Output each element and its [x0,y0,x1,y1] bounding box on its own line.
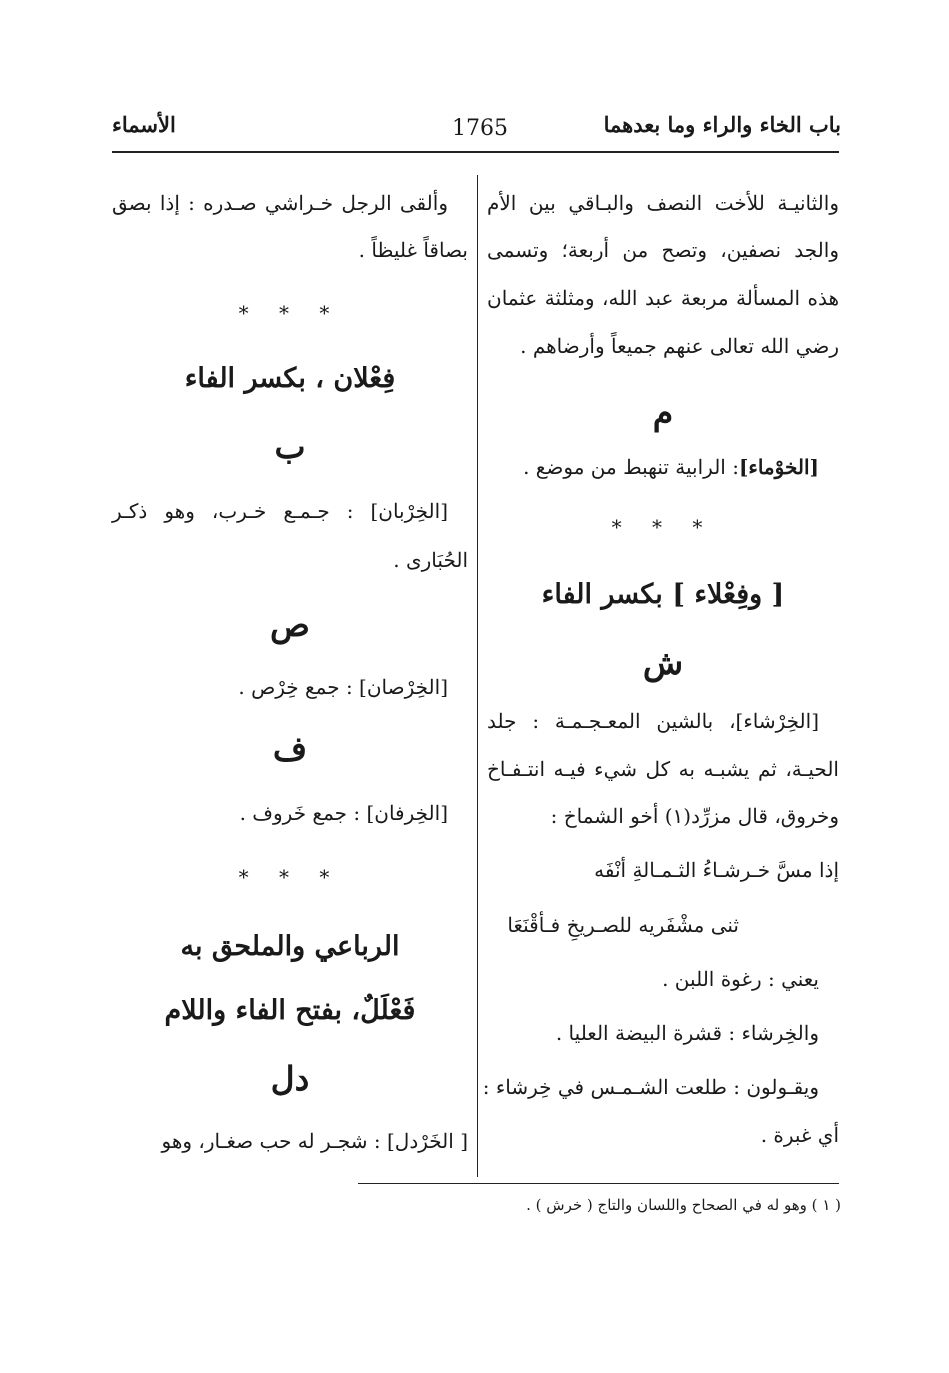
gloss-line: أي غبرة . [760,1123,839,1147]
header-rule [112,151,839,153]
footnote: ( ١ ) وهو له في الصحاح واللسان والتاج ( خرش ) . [526,1196,841,1214]
entry-khirsha-line: وخروق، قال مزرِّد(١) أخو الشماخ : [550,804,839,828]
paragraph-line: بصاقاً غليظاً . [358,238,468,262]
running-header-chapter: باب الخاء والراء وما بعدهما [603,112,841,137]
section-separator: * * * [238,301,342,325]
verse-second-hemistich: ثنى مشْفَريه للصـريخِ فـأقْنَعَا [507,913,739,937]
page-number: 1765 [452,116,508,141]
entry-khirban-line: الحُبَارى . [393,548,468,572]
gloss-line: ويقـولون : طلعت الشـمـس في خِرشاء : [482,1075,819,1099]
letter-heading-mim: م [652,393,674,432]
paragraph-line: والجد نصفين، وتصح من أربعة؛ وتسمى [487,238,839,262]
section-separator: * * * [611,515,715,539]
gloss-line: والخِرشاء : قشرة البيضة العليا . [555,1021,819,1045]
section-separator: * * * [238,865,342,889]
letter-heading-shin: ش [642,643,684,682]
letter-heading-dal: دل [270,1059,310,1098]
paragraph-line: والثانيـة للأخت النصف والبـاقي بين الأم [487,191,839,215]
section-heading: [ وفِعْلاء ] بكسر الفاء [541,579,785,610]
letter-heading-fa: ف [272,729,308,768]
letter-heading-sad: ص [270,605,310,644]
paragraph-line: وألقى الرجل خـراشي صـدره : إذا بصق [112,191,448,215]
verse-first-hemistich: إذا مسَّ خـرشـاءُ الثـمـالةِ أنْفَه [594,858,839,882]
entry-khirsan: [الخِرْصان] : جمع خِرْص . [238,675,448,699]
gloss-line: يعني : رغوة اللبن . [662,967,819,991]
entry-khawma [523,452,819,482]
column-divider [477,175,478,1177]
entry-khirsha-line: الحيـة، ثم يشبـه به كل شيء فيـه انتـفـاخ [487,757,839,781]
entry-khirban-line: [الخِرْبان] : جـمـع خـرب، وهو ذكـر [112,499,448,523]
footnote-rule [358,1183,839,1184]
section-subheading: فَعْلَلٌ، بفتح الفاء واللام [164,995,416,1026]
entry-khardal: [ الخَرْدل] : شجـر له حب صغـار، وهو [161,1129,468,1153]
letter-heading-ba: ب [274,427,306,466]
entry-term: [الخوْماء] [738,455,819,479]
section-heading: فِعْلان ، بكسر الفاء [184,363,396,394]
entry-khirfan: [الخِرفان] : جمع خَروف . [239,801,448,825]
running-header-section: الأسماء [112,112,176,137]
section-heading: الرباعي والملحق به [180,931,400,962]
paragraph-line: هذه المسألة مربعة عبد الله، ومثلثة عثمان [487,286,839,310]
entry-khirsha-line: [الخِرْشاء]، بالشين المعـجـمـة : جلد [487,709,819,733]
entry-definition: : الرابية تنهبط من موضع . [523,455,739,479]
paragraph-line: رضي الله تعالى عنهم جميعاً وأرضاهم . [520,334,839,358]
